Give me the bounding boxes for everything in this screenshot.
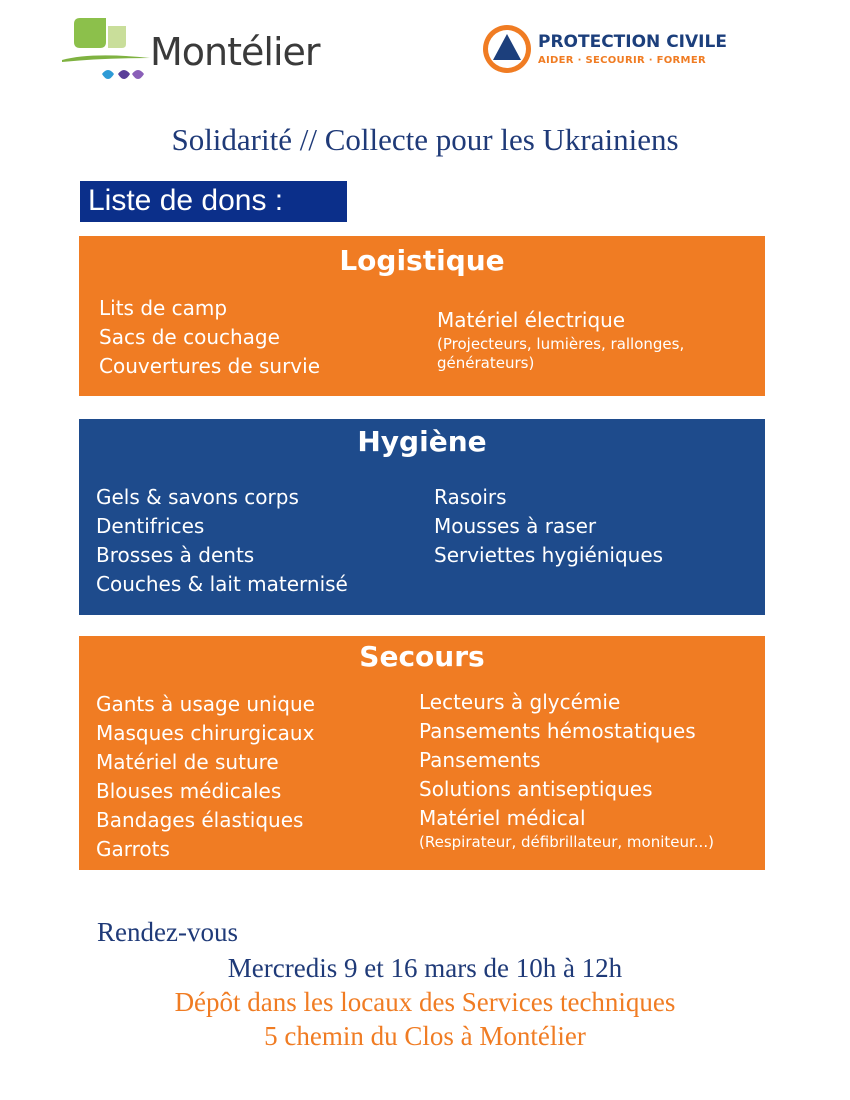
hygiene-title: Hygiène <box>357 425 487 458</box>
triangle-emblem-icon <box>482 24 532 74</box>
list-item: Bandages élastiques <box>96 808 304 832</box>
list-item: Matériel de suture <box>96 750 279 774</box>
logistique-right-list <box>437 306 684 373</box>
secours-panel <box>79 636 765 870</box>
list-item-detail: (Respirateur, défibrillateur, moniteur...) <box>419 833 714 851</box>
list-item: Sacs de couchage <box>99 325 280 349</box>
list-item: Rasoirs <box>434 485 507 509</box>
list-item: Lecteurs à glycémie <box>419 690 621 714</box>
page-title: Solidarité // Collecte pour les Ukrainiens <box>171 122 679 157</box>
list-item: Couches & lait maternisé <box>96 572 348 596</box>
list-item: Brosses à dents <box>96 543 255 567</box>
list-item-detail: (Projecteurs, lumières, rallonges, <box>437 335 685 353</box>
list-item: Pansements <box>419 748 541 772</box>
list-item-detail: générateurs) <box>437 354 535 372</box>
leaf-logo-icon <box>62 12 152 97</box>
list-item: Pansements hémostatiques <box>419 719 696 743</box>
list-item: Matériel électrique <box>437 308 626 332</box>
list-item: Matériel médical <box>419 806 586 830</box>
secours-right-list <box>419 688 714 852</box>
protection-civile-name: PROTECTION CIVILE <box>538 32 727 52</box>
list-item: Garrots <box>96 837 170 861</box>
protection-civile-tagline: AIDER · SECOURIR · FORMER <box>538 55 706 66</box>
list-label: Liste de dons : <box>80 181 347 222</box>
footer-rendez-vous: Rendez-vous <box>97 917 238 947</box>
list-item: Couvertures de survie <box>99 354 320 378</box>
logistique-title: Logistique <box>339 244 505 277</box>
footer-dates: Mercredis 9 et 16 mars de 10h à 12h <box>227 953 623 983</box>
montelier-logo-text: Montélier <box>150 30 320 74</box>
list-item: Masques chirurgicaux <box>96 721 315 745</box>
hygiene-left-list <box>96 483 348 599</box>
secours-left-list <box>96 690 315 864</box>
footer-address: 5 chemin du Clos à Montélier <box>264 1021 586 1051</box>
list-item: Dentifrices <box>96 514 205 538</box>
list-item: Serviettes hygiéniques <box>434 543 664 567</box>
list-item: Mousses à raser <box>434 514 597 538</box>
list-item: Blouses médicales <box>96 779 282 803</box>
list-item: Gants à usage unique <box>96 692 315 716</box>
logistique-left-list <box>99 294 320 381</box>
montelier-logo <box>62 12 352 97</box>
list-item: Gels & savons corps <box>96 485 299 509</box>
list-item: Lits de camp <box>99 296 228 320</box>
secours-title: Secours <box>359 640 485 673</box>
hygiene-right-list <box>434 483 663 570</box>
footer-location: Dépôt dans les locaux des Services techniques <box>174 987 676 1017</box>
logistique-panel <box>79 236 765 396</box>
hygiene-panel <box>79 419 765 615</box>
protection-civile-logo <box>482 20 772 80</box>
list-item: Solutions antiseptiques <box>419 777 653 801</box>
